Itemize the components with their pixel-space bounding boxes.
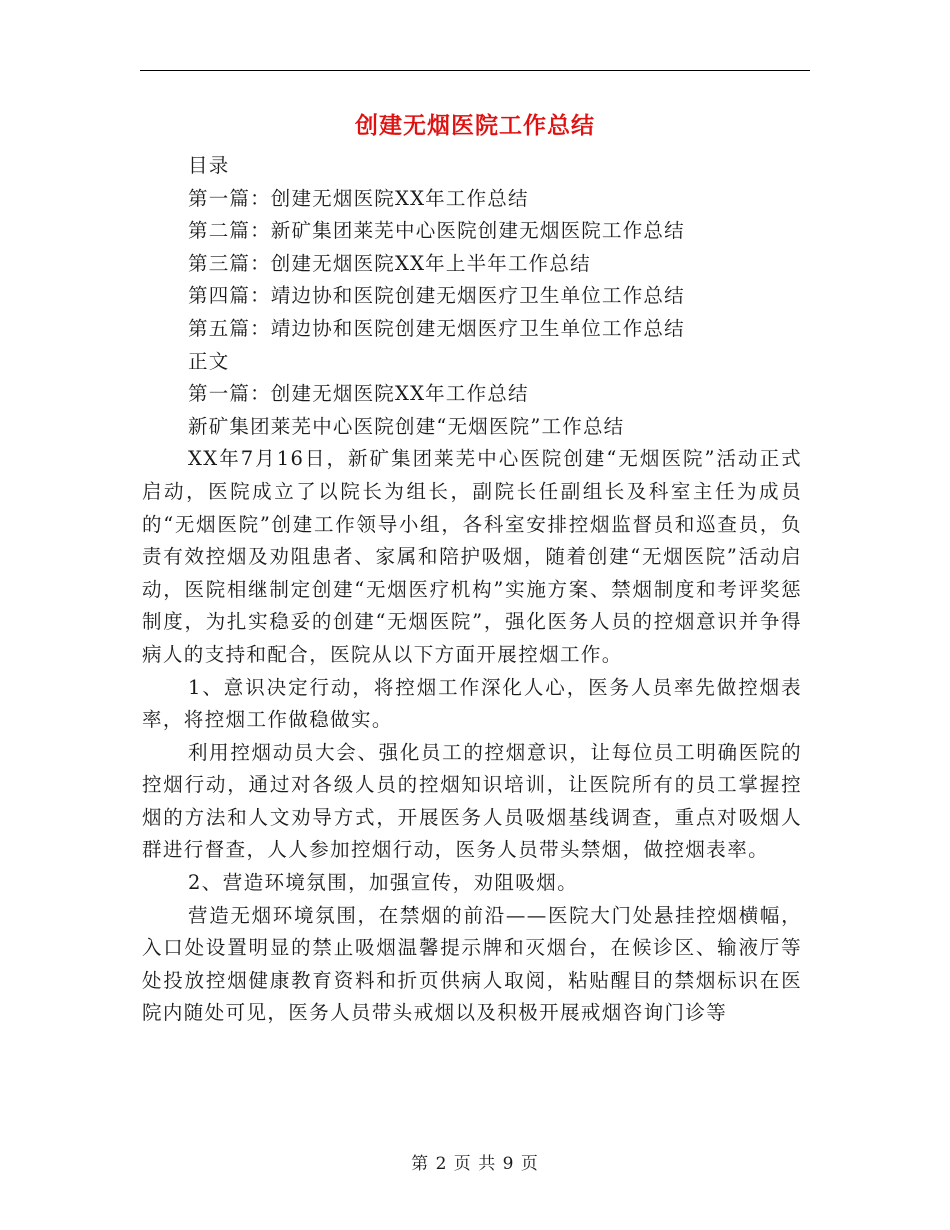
toc-heading: 目录 [188,154,230,177]
body-heading: 正文 [188,349,230,373]
toc-item: 第四篇：靖边协和医院创建无烟医疗卫生单位工作总结 [188,284,685,308]
section-title: 第一篇：创建无烟医院XX年工作总结 [188,382,529,406]
page-number: 第 2 页 共 9 页 [411,1154,539,1174]
header-rule [140,70,810,71]
body-paragraph: 1、意识决定行动，将控烟工作深化人心，医务人员率先做控烟表率，将控烟工作做稳做实。 [142,675,802,732]
toc-item: 第三篇：创建无烟医院XX年上半年工作总结 [188,251,591,275]
document-title: 创建无烟医院工作总结 [355,112,595,139]
toc-item: 第五篇：靖边协和医院创建无烟医疗卫生单位工作总结 [188,316,685,340]
section-subtitle: 新矿集团莱芜中心医院创建“无烟医院”工作总结 [188,414,625,438]
body-paragraph: 利用控烟动员大会、强化员工的控烟意识，让每位员工明确医院的控烟行动，通过对各级人员的控烟知识培训，让医院所有的员工掌握控烟的方法和人文劝导方式，开展医务人员吸烟基线调查，重点对吸烟人群进行督查，人人参加控烟行动，医务人员带头禁烟，做控烟表率。 [142,740,802,862]
document-body [142,150,802,1030]
body-paragraph: 营造无烟环境氛围，在禁烟的前沿——医院大门处悬挂控烟横幅，入口处设置明显的禁止吸烟温馨提示牌和灭烟台，在候诊区、输液厅等处投放控烟健康教育资料和折页供病人取阅，粘贴醒目的禁烟标识在医院内随处可见，医务人员带头戒烟以及积极开展戒烟咨询门诊等 [142,903,802,1025]
toc-item: 第二篇：新矿集团莱芜中心医院创建无烟医院工作总结 [188,219,685,243]
toc-item: 第一篇：创建无烟医院XX年工作总结 [188,186,529,210]
body-paragraph: XX年7月16日，新矿集团莱芜中心医院创建“无烟医院”活动正式启动，医院成立了以院长为组长，副院长任副组长及科室主任为成员的“无烟医院”创建工作领导小组，各科室安排控烟监督员和巡查员，负责有效控烟及劝阻患者、家属和陪护吸烟，随着创建“无烟医院”活动启动，医院相继制定创建“无烟医疗机构”实施方案、禁烟制度和考评奖惩制度，为扎实稳妥的创建“无烟医院”，强化医务人员的控烟意识并争得病人的支持和配合，医院从以下方面开展控烟工作。 [142,447,802,666]
body-paragraph: 2、营造环境氛围，加强宣传，劝阻吸烟。 [188,871,579,895]
